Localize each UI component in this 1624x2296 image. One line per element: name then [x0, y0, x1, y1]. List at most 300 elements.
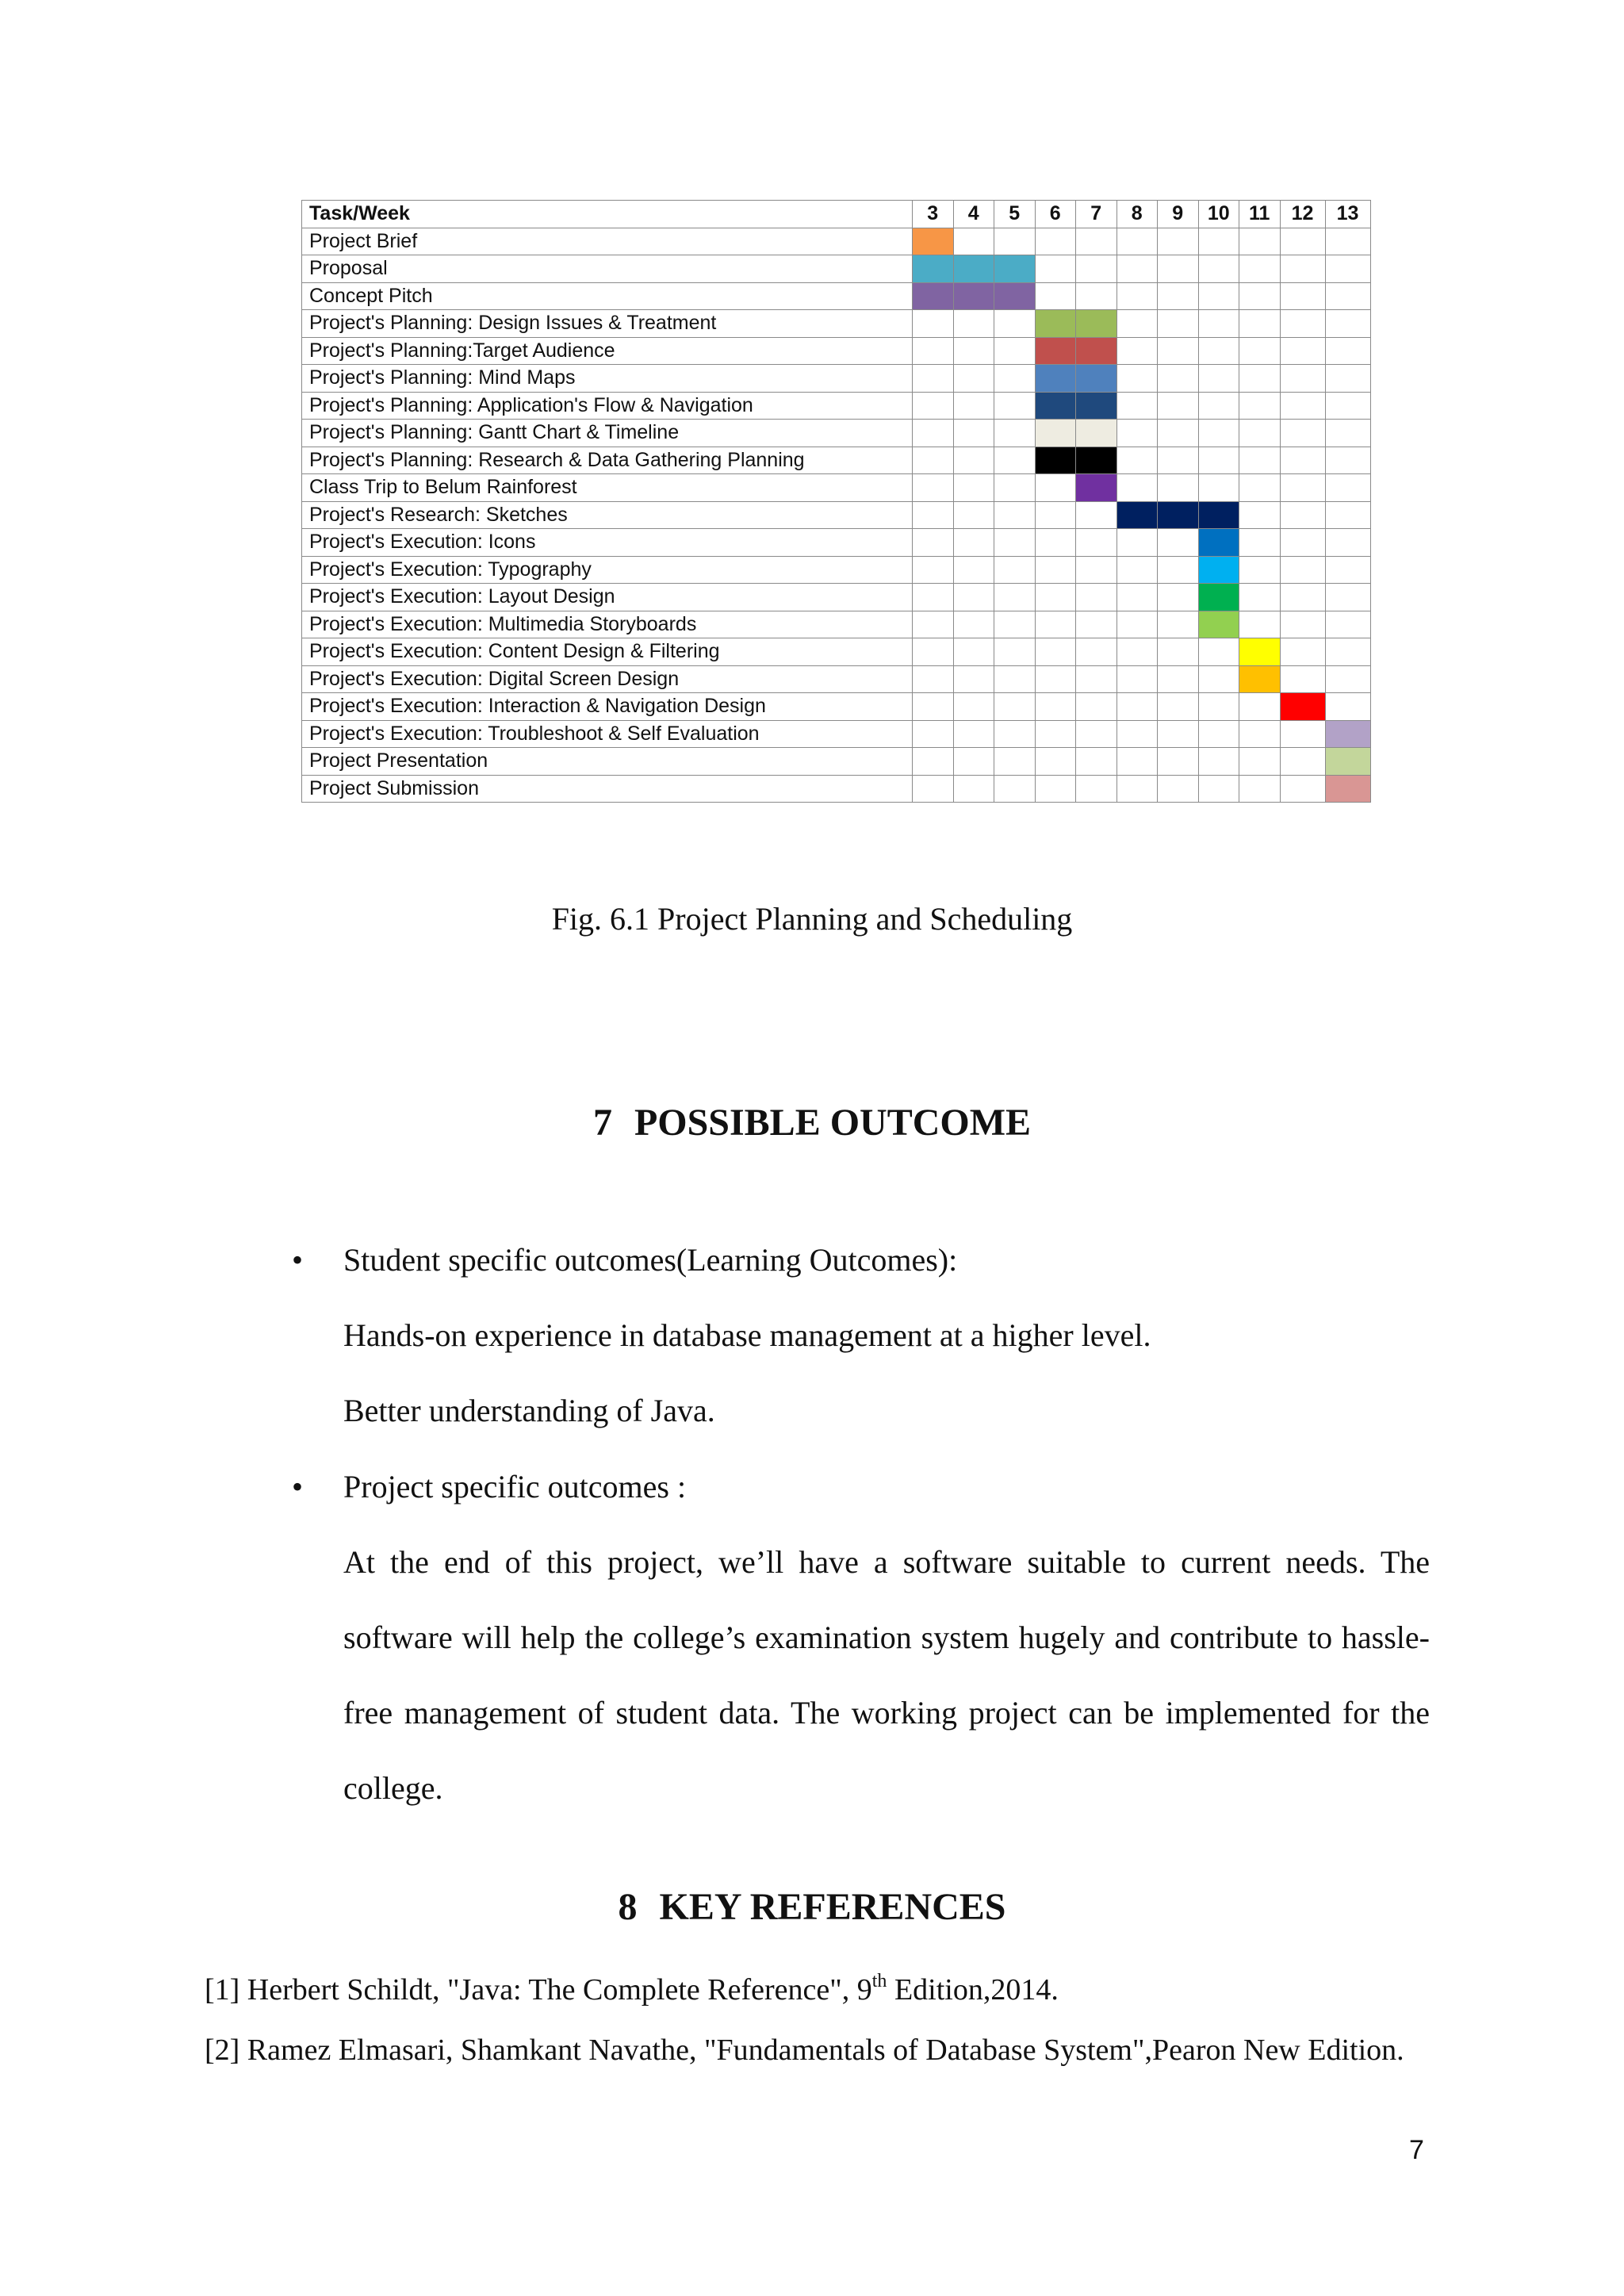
gantt-bar-cell	[1239, 665, 1281, 693]
gantt-task-name: Project Submission	[302, 775, 913, 803]
gantt-bar-cell	[1076, 310, 1117, 338]
gantt-bar-cell	[1035, 447, 1076, 474]
gantt-empty-cell	[1239, 420, 1281, 447]
gantt-empty-cell	[953, 447, 994, 474]
gantt-bar-cell	[1158, 501, 1199, 529]
gantt-task-row	[302, 665, 1371, 693]
gantt-empty-cell	[913, 720, 954, 748]
gantt-empty-cell	[1239, 365, 1281, 393]
gantt-empty-cell	[953, 584, 994, 611]
section-8-number: 8	[618, 1886, 638, 1928]
gantt-empty-cell	[1198, 638, 1239, 666]
gantt-empty-cell	[1116, 282, 1158, 310]
gantt-task-row	[302, 556, 1371, 584]
gantt-week-header: 11	[1239, 201, 1281, 228]
bullet-title-project: Project specific outcomes :	[343, 1469, 687, 1504]
gantt-empty-cell	[913, 474, 954, 502]
gantt-empty-cell	[1035, 584, 1076, 611]
gantt-empty-cell	[1325, 611, 1370, 638]
gantt-bar-cell	[1035, 310, 1076, 338]
gantt-empty-cell	[953, 420, 994, 447]
gantt-empty-cell	[1116, 638, 1158, 666]
gantt-task-name: Project's Execution: Typography	[302, 556, 913, 584]
gantt-empty-cell	[1239, 720, 1281, 748]
gantt-empty-cell	[913, 693, 954, 721]
gantt-empty-cell	[953, 365, 994, 393]
gantt-empty-cell	[994, 529, 1036, 557]
gantt-bar-cell	[1035, 365, 1076, 393]
gantt-empty-cell	[994, 665, 1036, 693]
gantt-empty-cell	[1198, 282, 1239, 310]
gantt-empty-cell	[1280, 228, 1325, 255]
gantt-task-row	[302, 228, 1371, 255]
gantt-empty-cell	[1035, 720, 1076, 748]
gantt-empty-cell	[1325, 693, 1370, 721]
gantt-empty-cell	[1198, 255, 1239, 283]
gantt-empty-cell	[1280, 255, 1325, 283]
gantt-empty-cell	[1280, 392, 1325, 420]
gantt-empty-cell	[953, 748, 994, 776]
gantt-empty-cell	[1076, 720, 1117, 748]
gantt-empty-cell	[1116, 474, 1158, 502]
gantt-empty-cell	[953, 775, 994, 803]
section-7-heading	[0, 1101, 1624, 1144]
section-8-title: KEY REFERENCES	[659, 1886, 1006, 1928]
gantt-empty-cell	[1239, 693, 1281, 721]
gantt-task-name: Project's Planning: Mind Maps	[302, 365, 913, 393]
gantt-empty-cell	[913, 611, 954, 638]
gantt-bar-cell	[1239, 638, 1281, 666]
gantt-week-header: 6	[1035, 201, 1076, 228]
gantt-empty-cell	[1158, 665, 1199, 693]
gantt-empty-cell	[994, 310, 1036, 338]
gantt-task-row	[302, 420, 1371, 447]
student-outcome-line: Hands-on experience in database management at a higher level.	[343, 1317, 1151, 1353]
gantt-week-header: 3	[913, 201, 954, 228]
gantt-empty-cell	[913, 365, 954, 393]
gantt-empty-cell	[1280, 611, 1325, 638]
gantt-week-header: 7	[1076, 201, 1117, 228]
gantt-empty-cell	[1198, 365, 1239, 393]
gantt-empty-cell	[1325, 529, 1370, 557]
gantt-task-name: Proposal	[302, 255, 913, 283]
gantt-empty-cell	[1158, 310, 1199, 338]
gantt-task-name: Project's Execution: Content Design & Filtering	[302, 638, 913, 666]
gantt-empty-cell	[1158, 584, 1199, 611]
reference-1-superscript: th	[871, 1971, 887, 1991]
gantt-task-row	[302, 611, 1371, 638]
gantt-empty-cell	[1325, 420, 1370, 447]
gantt-empty-cell	[1280, 282, 1325, 310]
gantt-empty-cell	[1116, 228, 1158, 255]
gantt-empty-cell	[1325, 255, 1370, 283]
gantt-task-row	[302, 282, 1371, 310]
gantt-chart-table	[301, 200, 1371, 803]
gantt-bar-cell	[1076, 474, 1117, 502]
gantt-empty-cell	[1198, 665, 1239, 693]
gantt-empty-cell	[994, 501, 1036, 529]
gantt-empty-cell	[913, 584, 954, 611]
gantt-empty-cell	[953, 611, 994, 638]
figure-caption: Fig. 6.1 Project Planning and Scheduling	[551, 901, 1073, 937]
gantt-task-name: Project's Execution: Interaction & Navigation Design	[302, 693, 913, 721]
gantt-empty-cell	[1076, 693, 1117, 721]
gantt-empty-cell	[1158, 420, 1199, 447]
gantt-empty-cell	[1198, 720, 1239, 748]
gantt-empty-cell	[994, 474, 1036, 502]
gantt-empty-cell	[953, 337, 994, 365]
gantt-empty-cell	[1239, 392, 1281, 420]
gantt-empty-cell	[1239, 474, 1281, 502]
gantt-empty-cell	[1116, 529, 1158, 557]
gantt-empty-cell	[1035, 775, 1076, 803]
gantt-bar-cell	[953, 282, 994, 310]
gantt-empty-cell	[1198, 420, 1239, 447]
gantt-empty-cell	[1325, 282, 1370, 310]
gantt-empty-cell	[994, 720, 1036, 748]
gantt-empty-cell	[1116, 337, 1158, 365]
gantt-empty-cell	[1325, 584, 1370, 611]
gantt-bar-cell	[1198, 529, 1239, 557]
gantt-empty-cell	[913, 556, 954, 584]
gantt-empty-cell	[994, 775, 1036, 803]
gantt-empty-cell	[1035, 255, 1076, 283]
gantt-empty-cell	[1280, 474, 1325, 502]
section-8-heading	[0, 1885, 1624, 1929]
reference-1-text: [1] Herbert Schildt, "Java: The Complete Reference", 9	[205, 1973, 872, 2007]
gantt-empty-cell	[994, 584, 1036, 611]
gantt-empty-cell	[1158, 392, 1199, 420]
gantt-week-header: 13	[1325, 201, 1370, 228]
gantt-empty-cell	[1325, 228, 1370, 255]
gantt-empty-cell	[1280, 501, 1325, 529]
gantt-empty-cell	[994, 556, 1036, 584]
gantt-empty-cell	[1158, 337, 1199, 365]
gantt-task-name: Project's Execution: Multimedia Storyboards	[302, 611, 913, 638]
gantt-empty-cell	[913, 665, 954, 693]
gantt-empty-cell	[1158, 748, 1199, 776]
gantt-empty-cell	[913, 529, 954, 557]
gantt-bar-cell	[1116, 501, 1158, 529]
gantt-task-name: Class Trip to Belum Rainforest	[302, 474, 913, 502]
gantt-task-name: Project's Execution: Icons	[302, 529, 913, 557]
gantt-empty-cell	[1239, 529, 1281, 557]
gantt-bar-cell	[913, 282, 954, 310]
gantt-bar-cell	[1198, 611, 1239, 638]
gantt-empty-cell	[1239, 775, 1281, 803]
gantt-empty-cell	[1198, 775, 1239, 803]
gantt-empty-cell	[1239, 282, 1281, 310]
gantt-empty-cell	[1035, 665, 1076, 693]
gantt-empty-cell	[953, 720, 994, 748]
gantt-empty-cell	[1325, 365, 1370, 393]
gantt-empty-cell	[994, 447, 1036, 474]
gantt-empty-cell	[913, 501, 954, 529]
gantt-empty-cell	[1239, 310, 1281, 338]
gantt-empty-cell	[953, 556, 994, 584]
reference-1	[205, 1972, 1059, 2007]
gantt-empty-cell	[913, 638, 954, 666]
gantt-empty-cell	[1198, 693, 1239, 721]
gantt-empty-cell	[994, 365, 1036, 393]
gantt-empty-cell	[1158, 529, 1199, 557]
gantt-task-name: Project's Planning: Design Issues & Treatment	[302, 310, 913, 338]
gantt-week-header: 5	[994, 201, 1036, 228]
gantt-empty-cell	[1325, 474, 1370, 502]
gantt-empty-cell	[1158, 282, 1199, 310]
gantt-empty-cell	[1198, 310, 1239, 338]
section-7-title: POSSIBLE OUTCOME	[634, 1102, 1032, 1144]
gantt-empty-cell	[913, 748, 954, 776]
gantt-header-task: Task/Week	[302, 201, 913, 228]
gantt-empty-cell	[1035, 501, 1076, 529]
gantt-empty-cell	[1035, 282, 1076, 310]
gantt-empty-cell	[953, 693, 994, 721]
gantt-empty-cell	[1280, 720, 1325, 748]
gantt-week-header: 12	[1280, 201, 1325, 228]
gantt-empty-cell	[1158, 693, 1199, 721]
gantt-empty-cell	[994, 228, 1036, 255]
gantt-empty-cell	[1325, 310, 1370, 338]
gantt-bar-cell	[1198, 584, 1239, 611]
gantt-empty-cell	[1035, 556, 1076, 584]
gantt-header-row	[302, 201, 1371, 228]
gantt-task-row	[302, 392, 1371, 420]
gantt-bar-cell	[1076, 447, 1117, 474]
gantt-empty-cell	[1239, 501, 1281, 529]
gantt-task-row	[302, 447, 1371, 474]
gantt-empty-cell	[953, 474, 994, 502]
gantt-empty-cell	[1280, 638, 1325, 666]
gantt-week-header: 8	[1116, 201, 1158, 228]
gantt-empty-cell	[1116, 720, 1158, 748]
gantt-empty-cell	[1198, 474, 1239, 502]
gantt-empty-cell	[1158, 228, 1199, 255]
gantt-bar-cell	[1198, 556, 1239, 584]
gantt-task-row	[302, 501, 1371, 529]
gantt-empty-cell	[1076, 255, 1117, 283]
gantt-bar-cell	[1325, 748, 1370, 776]
gantt-task-row	[302, 720, 1371, 748]
gantt-week-header: 4	[953, 201, 994, 228]
gantt-empty-cell	[1280, 420, 1325, 447]
gantt-empty-cell	[1239, 337, 1281, 365]
gantt-empty-cell	[1076, 228, 1117, 255]
gantt-task-row	[302, 337, 1371, 365]
gantt-bar-cell	[1035, 337, 1076, 365]
project-outcome-line: free management of student data. The working project can be implemented for the	[343, 1695, 1430, 1731]
gantt-empty-cell	[1325, 556, 1370, 584]
gantt-empty-cell	[1158, 720, 1199, 748]
gantt-empty-cell	[1325, 392, 1370, 420]
gantt-empty-cell	[1239, 228, 1281, 255]
gantt-empty-cell	[1158, 365, 1199, 393]
gantt-empty-cell	[1280, 665, 1325, 693]
gantt-empty-cell	[1116, 420, 1158, 447]
gantt-week-header: 10	[1198, 201, 1239, 228]
gantt-empty-cell	[953, 310, 994, 338]
gantt-bar-cell	[1076, 365, 1117, 393]
gantt-task-row	[302, 693, 1371, 721]
gantt-bar-cell	[1076, 337, 1117, 365]
gantt-empty-cell	[1116, 748, 1158, 776]
gantt-empty-cell	[913, 310, 954, 338]
gantt-empty-cell	[1116, 255, 1158, 283]
gantt-empty-cell	[1076, 556, 1117, 584]
gantt-empty-cell	[1076, 638, 1117, 666]
gantt-empty-cell	[1116, 310, 1158, 338]
gantt-empty-cell	[1198, 228, 1239, 255]
gantt-empty-cell	[1035, 748, 1076, 776]
gantt-empty-cell	[1076, 611, 1117, 638]
gantt-empty-cell	[913, 447, 954, 474]
gantt-empty-cell	[1076, 775, 1117, 803]
gantt-empty-cell	[1325, 337, 1370, 365]
gantt-task-row	[302, 255, 1371, 283]
reference-2: [2] Ramez Elmasari, Shamkant Navathe, "Fundamentals of Database System",Pearon New Edition.	[205, 2033, 1404, 2067]
gantt-bar-cell	[994, 255, 1036, 283]
gantt-task-row	[302, 775, 1371, 803]
gantt-task-row	[302, 474, 1371, 502]
gantt-empty-cell	[1158, 611, 1199, 638]
gantt-empty-cell	[1158, 775, 1199, 803]
gantt-empty-cell	[913, 337, 954, 365]
gantt-task-name: Project's Planning: Research & Data Gathering Planning	[302, 447, 913, 474]
gantt-empty-cell	[994, 392, 1036, 420]
gantt-empty-cell	[1198, 337, 1239, 365]
gantt-empty-cell	[953, 228, 994, 255]
gantt-empty-cell	[1035, 611, 1076, 638]
gantt-empty-cell	[1035, 693, 1076, 721]
gantt-empty-cell	[1076, 282, 1117, 310]
gantt-bar-cell	[1325, 775, 1370, 803]
gantt-task-name: Project's Planning: Application's Flow & Navigation	[302, 392, 913, 420]
gantt-empty-cell	[1280, 584, 1325, 611]
gantt-empty-cell	[1158, 556, 1199, 584]
gantt-bar-cell	[1076, 420, 1117, 447]
gantt-empty-cell	[1239, 584, 1281, 611]
gantt-empty-cell	[913, 392, 954, 420]
gantt-empty-cell	[1325, 447, 1370, 474]
gantt-empty-cell	[1076, 584, 1117, 611]
student-outcome-line: Better understanding of Java.	[343, 1393, 715, 1428]
gantt-empty-cell	[1035, 638, 1076, 666]
gantt-empty-cell	[1325, 638, 1370, 666]
gantt-empty-cell	[994, 748, 1036, 776]
gantt-empty-cell	[1116, 584, 1158, 611]
gantt-task-name: Project's Execution: Digital Screen Design	[302, 665, 913, 693]
bullet-marker: •	[292, 1469, 304, 1504]
gantt-task-row	[302, 584, 1371, 611]
gantt-bar-cell	[1035, 392, 1076, 420]
gantt-task-row	[302, 638, 1371, 666]
gantt-bar-cell	[953, 255, 994, 283]
gantt-empty-cell	[953, 501, 994, 529]
bullet-marker: •	[292, 1242, 304, 1278]
gantt-empty-cell	[1325, 665, 1370, 693]
gantt-task-name: Project's Planning:Target Audience	[302, 337, 913, 365]
gantt-task-name: Project Presentation	[302, 748, 913, 776]
gantt-empty-cell	[1198, 748, 1239, 776]
gantt-week-header: 9	[1158, 201, 1199, 228]
gantt-task-name: Project's Execution: Layout Design	[302, 584, 913, 611]
gantt-empty-cell	[913, 420, 954, 447]
gantt-empty-cell	[953, 638, 994, 666]
gantt-empty-cell	[1116, 447, 1158, 474]
gantt-empty-cell	[1116, 693, 1158, 721]
gantt-bar-cell	[1325, 720, 1370, 748]
gantt-empty-cell	[1116, 611, 1158, 638]
reference-1-edition: Edition,2014.	[887, 1973, 1059, 2007]
gantt-empty-cell	[1325, 501, 1370, 529]
gantt-task-name: Project Brief	[302, 228, 913, 255]
gantt-task-name: Project's Planning: Gantt Chart & Timeline	[302, 420, 913, 447]
gantt-empty-cell	[1280, 775, 1325, 803]
bullet-title-student: Student specific outcomes(Learning Outcomes):	[343, 1242, 958, 1278]
gantt-empty-cell	[913, 775, 954, 803]
gantt-empty-cell	[1158, 447, 1199, 474]
gantt-bar-cell	[1198, 501, 1239, 529]
gantt-task-name: Concept Pitch	[302, 282, 913, 310]
gantt-empty-cell	[1076, 529, 1117, 557]
gantt-task-name: Project's Research: Sketches	[302, 501, 913, 529]
gantt-empty-cell	[994, 611, 1036, 638]
gantt-empty-cell	[1239, 447, 1281, 474]
gantt-empty-cell	[1198, 392, 1239, 420]
gantt-empty-cell	[1198, 447, 1239, 474]
project-outcome-line: college.	[343, 1770, 443, 1806]
gantt-empty-cell	[1116, 556, 1158, 584]
gantt-empty-cell	[1280, 310, 1325, 338]
gantt-bar-cell	[913, 255, 954, 283]
gantt-bar-cell	[1035, 420, 1076, 447]
gantt-empty-cell	[994, 638, 1036, 666]
gantt-task-row	[302, 365, 1371, 393]
gantt-task-row	[302, 529, 1371, 557]
gantt-empty-cell	[953, 529, 994, 557]
project-outcome-line: software will help the college’s examination system hugely and contribute to hassle-	[343, 1619, 1430, 1655]
gantt-empty-cell	[1116, 775, 1158, 803]
gantt-task-row	[302, 310, 1371, 338]
gantt-empty-cell	[994, 337, 1036, 365]
gantt-empty-cell	[1116, 665, 1158, 693]
gantt-empty-cell	[1280, 748, 1325, 776]
gantt-empty-cell	[1158, 638, 1199, 666]
gantt-empty-cell	[1280, 337, 1325, 365]
project-outcome-line: At the end of this project, we’ll have a software suitable to current needs. The	[343, 1544, 1430, 1580]
section-7-number: 7	[592, 1102, 612, 1144]
gantt-empty-cell	[1035, 228, 1076, 255]
gantt-empty-cell	[1116, 392, 1158, 420]
gantt-empty-cell	[1035, 474, 1076, 502]
gantt-bar-cell	[1076, 392, 1117, 420]
gantt-task-name: Project's Execution: Troubleshoot & Self Evaluation	[302, 720, 913, 748]
gantt-empty-cell	[1116, 365, 1158, 393]
gantt-empty-cell	[1239, 748, 1281, 776]
gantt-empty-cell	[1076, 501, 1117, 529]
gantt-empty-cell	[994, 693, 1036, 721]
gantt-empty-cell	[1280, 365, 1325, 393]
gantt-bar-cell	[1280, 693, 1325, 721]
gantt-empty-cell	[1239, 255, 1281, 283]
gantt-bar-cell	[913, 228, 954, 255]
gantt-empty-cell	[1280, 556, 1325, 584]
gantt-empty-cell	[1076, 665, 1117, 693]
gantt-body	[302, 228, 1371, 803]
gantt-empty-cell	[1239, 556, 1281, 584]
gantt-empty-cell	[1158, 474, 1199, 502]
gantt-empty-cell	[1158, 255, 1199, 283]
